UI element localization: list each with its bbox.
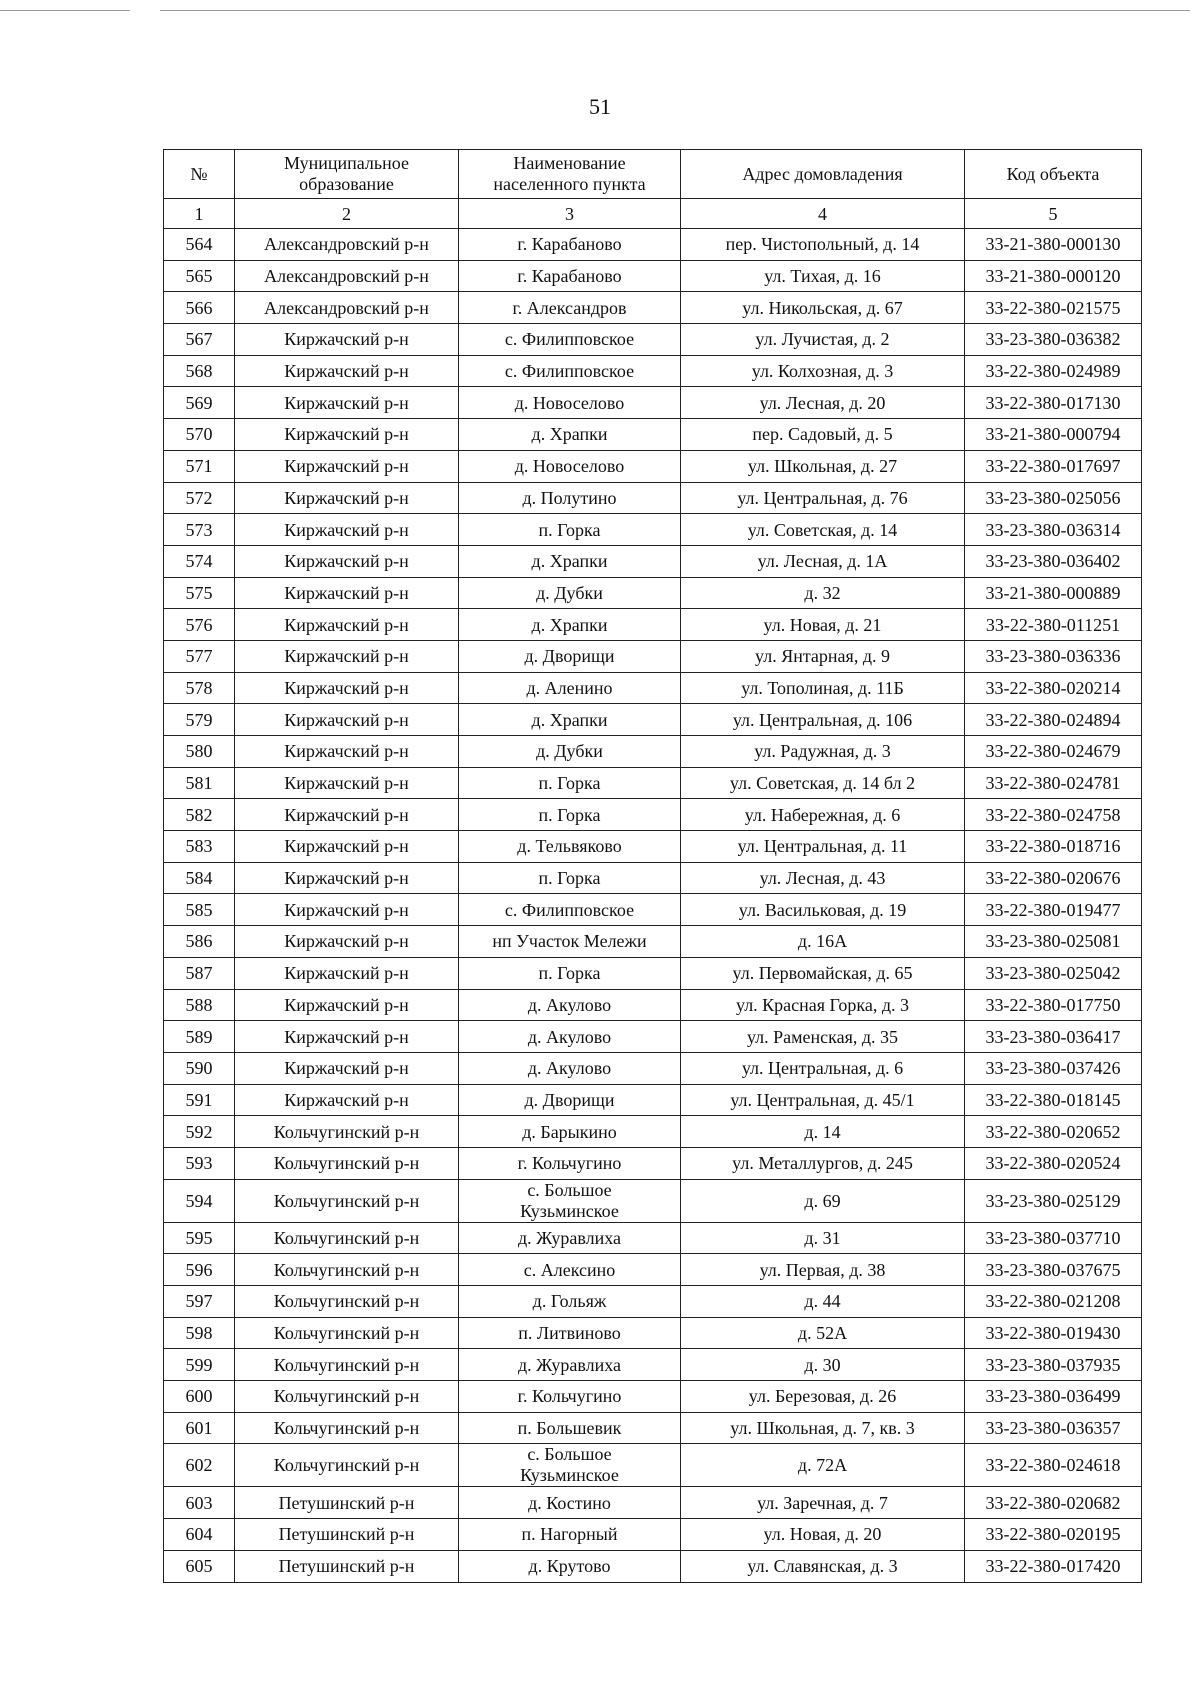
header-municipality-line: Муниципальное: [284, 153, 409, 173]
cell-settlement: д. Акулово: [459, 989, 681, 1021]
cell-settlement: п. Горка: [459, 957, 681, 989]
cell-object-code: 33-22-380-020195: [965, 1519, 1142, 1551]
cell-number: 575: [164, 577, 235, 609]
table-row: [164, 545, 1142, 577]
cell-municipality: Кольчугинский р-н: [235, 1412, 459, 1444]
cell-settlement-line: Кузьминское: [520, 1200, 619, 1221]
cell-address: ул. Раменская, д. 35: [681, 1021, 965, 1053]
table-row: [164, 767, 1142, 799]
cell-settlement: с. Филипповское: [459, 355, 681, 387]
cell-number: 603: [164, 1487, 235, 1519]
cell-settlement: г. Карабаново: [459, 229, 681, 261]
cell-municipality: Киржачский р-н: [235, 482, 459, 514]
cell-settlement: д. Гольяж: [459, 1286, 681, 1318]
cell-settlement: д. Барыкино: [459, 1116, 681, 1148]
table-row: [164, 704, 1142, 736]
cell-number: 591: [164, 1084, 235, 1116]
cell-object-code: 33-22-380-017750: [965, 989, 1142, 1021]
scan-edge-line: [0, 10, 130, 11]
cell-number: 583: [164, 831, 235, 863]
cell-municipality: Киржачский р-н: [235, 1021, 459, 1053]
cell-object-code: 33-22-380-020652: [965, 1116, 1142, 1148]
cell-object-code: 33-22-380-024679: [965, 736, 1142, 768]
cell-municipality: Киржачский р-н: [235, 1052, 459, 1084]
column-number-object-code: 5: [965, 199, 1142, 229]
cell-settlement-line: Кузьминское: [520, 1465, 619, 1486]
cell-address: ул. Центральная, д. 45/1: [681, 1084, 965, 1116]
table-row: [164, 1147, 1142, 1179]
cell-address: ул. Красная Горка, д. 3: [681, 989, 965, 1021]
cell-settlement: г. Кольчугино: [459, 1147, 681, 1179]
page-number: 51: [589, 94, 611, 119]
cell-settlement: д. Журавлиха: [459, 1222, 681, 1254]
cell-number: 585: [164, 894, 235, 926]
cell-address: ул. Школьная, д. 27: [681, 450, 965, 482]
cell-settlement: [459, 1179, 681, 1222]
cell-municipality: Кольчугинский р-н: [235, 1381, 459, 1413]
cell-number: 578: [164, 672, 235, 704]
cell-object-code: 33-22-380-024618: [965, 1444, 1142, 1487]
cell-number: 590: [164, 1052, 235, 1084]
cell-settlement: с. Филипповское: [459, 324, 681, 356]
cell-address: ул. Лучистая, д. 2: [681, 324, 965, 356]
cell-object-code: 33-22-380-019430: [965, 1317, 1142, 1349]
cell-number: 599: [164, 1349, 235, 1381]
cell-address: д. 30: [681, 1349, 965, 1381]
cell-object-code: 33-22-380-024989: [965, 355, 1142, 387]
column-number-number: 1: [164, 199, 235, 229]
cell-address: ул. Лесная, д. 43: [681, 862, 965, 894]
cell-municipality: Киржачский р-н: [235, 514, 459, 546]
cell-address: ул. Васильковая, д. 19: [681, 894, 965, 926]
cell-municipality: Александровский р-н: [235, 260, 459, 292]
cell-number: 564: [164, 229, 235, 261]
cell-address: д. 16А: [681, 926, 965, 958]
cell-settlement: д. Дворищи: [459, 640, 681, 672]
cell-address: ул. Первомайская, д. 65: [681, 957, 965, 989]
cell-settlement: д. Храпки: [459, 704, 681, 736]
cell-municipality: Киржачский р-н: [235, 387, 459, 419]
cell-object-code: 33-21-380-000120: [965, 260, 1142, 292]
table-row: [164, 926, 1142, 958]
cell-address: д. 32: [681, 577, 965, 609]
cell-address: ул. Радужная, д. 3: [681, 736, 965, 768]
cell-settlement: д. Новоселово: [459, 450, 681, 482]
header-number: [164, 150, 235, 199]
cell-object-code: 33-23-380-036382: [965, 324, 1142, 356]
cell-settlement: д. Новоселово: [459, 387, 681, 419]
header-municipality: [235, 150, 459, 199]
cell-number: 572: [164, 482, 235, 514]
cell-number: 577: [164, 640, 235, 672]
table-row: [164, 1222, 1142, 1254]
header-settlement: [459, 150, 681, 199]
cell-number: 569: [164, 387, 235, 419]
cell-number: 584: [164, 862, 235, 894]
cell-object-code: 33-23-380-036417: [965, 1021, 1142, 1053]
cell-municipality: Киржачский р-н: [235, 672, 459, 704]
cell-object-code: 33-22-380-018145: [965, 1084, 1142, 1116]
cell-municipality: Киржачский р-н: [235, 926, 459, 958]
cell-address: д. 69: [681, 1179, 965, 1222]
cell-settlement: п. Горка: [459, 799, 681, 831]
cell-address: ул. Никольская, д. 67: [681, 292, 965, 324]
cell-object-code: 33-22-380-018716: [965, 831, 1142, 863]
cell-number: 576: [164, 609, 235, 641]
cell-object-code: 33-22-380-011251: [965, 609, 1142, 641]
cell-settlement: д. Полутино: [459, 482, 681, 514]
table-row: [164, 324, 1142, 356]
cell-municipality: Кольчугинский р-н: [235, 1179, 459, 1222]
table-row: [164, 577, 1142, 609]
table-row: [164, 1116, 1142, 1148]
cell-address: ул. Первая, д. 38: [681, 1254, 965, 1286]
cell-number: 588: [164, 989, 235, 1021]
table-row: [164, 1084, 1142, 1116]
cell-object-code: 33-22-380-020676: [965, 862, 1142, 894]
cell-number: 567: [164, 324, 235, 356]
cell-municipality: Кольчугинский р-н: [235, 1147, 459, 1179]
cell-address: ул. Советская, д. 14 бл 2: [681, 767, 965, 799]
column-number-settlement: 3: [459, 199, 681, 229]
cell-municipality: Киржачский р-н: [235, 767, 459, 799]
cell-number: 565: [164, 260, 235, 292]
cell-address: д. 14: [681, 1116, 965, 1148]
cell-municipality: Киржачский р-н: [235, 640, 459, 672]
cell-settlement: п. Горка: [459, 862, 681, 894]
table-row: [164, 514, 1142, 546]
cell-municipality: Киржачский р-н: [235, 419, 459, 451]
cell-object-code: 33-23-380-025056: [965, 482, 1142, 514]
table-row: [164, 1349, 1142, 1381]
cell-object-code: 33-22-380-017420: [965, 1550, 1142, 1582]
cell-municipality: Кольчугинский р-н: [235, 1349, 459, 1381]
cell-address: ул. Центральная, д. 106: [681, 704, 965, 736]
cell-object-code: 33-23-380-036336: [965, 640, 1142, 672]
cell-address: пер. Садовый, д. 5: [681, 419, 965, 451]
cell-municipality: Киржачский р-н: [235, 1084, 459, 1116]
cell-address: д. 72А: [681, 1444, 965, 1487]
header-settlement-line: Наименование: [513, 153, 626, 173]
cell-municipality: Киржачский р-н: [235, 450, 459, 482]
cell-settlement: с. Филипповское: [459, 894, 681, 926]
cell-number: 600: [164, 1381, 235, 1413]
cell-object-code: 33-23-380-036357: [965, 1412, 1142, 1444]
table-row: [164, 355, 1142, 387]
cell-municipality: Кольчугинский р-н: [235, 1222, 459, 1254]
cell-object-code: 33-22-380-021208: [965, 1286, 1142, 1318]
cell-object-code: 33-22-380-019477: [965, 894, 1142, 926]
table-row: [164, 387, 1142, 419]
table-row: [164, 831, 1142, 863]
table-row: [164, 1381, 1142, 1413]
cell-settlement: нп Участок Мележи: [459, 926, 681, 958]
cell-municipality: Киржачский р-н: [235, 799, 459, 831]
cell-settlement: г. Александров: [459, 292, 681, 324]
table-row: [164, 640, 1142, 672]
table-row: [164, 799, 1142, 831]
cell-number: 580: [164, 736, 235, 768]
cell-address: ул. Янтарная, д. 9: [681, 640, 965, 672]
cell-address: ул. Советская, д. 14: [681, 514, 965, 546]
cell-municipality: Кольчугинский р-н: [235, 1317, 459, 1349]
cell-object-code: 33-23-380-037426: [965, 1052, 1142, 1084]
cell-municipality: Киржачский р-н: [235, 324, 459, 356]
cell-municipality: Петушинский р-н: [235, 1487, 459, 1519]
cell-number: 571: [164, 450, 235, 482]
cell-number: 582: [164, 799, 235, 831]
cell-municipality: Киржачский р-н: [235, 989, 459, 1021]
header-row: [164, 150, 1142, 199]
cell-settlement: д. Дубки: [459, 577, 681, 609]
cell-municipality: Александровский р-н: [235, 229, 459, 261]
table-row: [164, 1052, 1142, 1084]
column-number-row: [164, 199, 1142, 229]
cell-municipality: Киржачский р-н: [235, 736, 459, 768]
cell-municipality: Кольчугинский р-н: [235, 1444, 459, 1487]
cell-object-code: 33-22-380-020524: [965, 1147, 1142, 1179]
cell-address: ул. Центральная, д. 6: [681, 1052, 965, 1084]
cell-settlement: д. Тельвяково: [459, 831, 681, 863]
cell-object-code: 33-23-380-036402: [965, 545, 1142, 577]
cell-object-code: 33-22-380-024781: [965, 767, 1142, 799]
cell-municipality: Александровский р-н: [235, 292, 459, 324]
cell-address: ул. Тополиная, д. 11Б: [681, 672, 965, 704]
cell-address: ул. Новая, д. 21: [681, 609, 965, 641]
cell-object-code: 33-22-380-017697: [965, 450, 1142, 482]
table-row: [164, 736, 1142, 768]
cell-municipality: Киржачский р-н: [235, 957, 459, 989]
header-settlement-line: населенного пункта: [493, 174, 646, 194]
table-row: [164, 1444, 1142, 1487]
cell-address: ул. Славянская, д. 3: [681, 1550, 965, 1582]
cell-settlement: п. Нагорный: [459, 1519, 681, 1551]
cell-municipality: Киржачский р-н: [235, 355, 459, 387]
cell-object-code: 33-22-380-024758: [965, 799, 1142, 831]
cell-object-code: 33-23-380-025081: [965, 926, 1142, 958]
table-row: [164, 1487, 1142, 1519]
cell-municipality: Киржачский р-н: [235, 577, 459, 609]
cell-number: 579: [164, 704, 235, 736]
cell-settlement: д. Дубки: [459, 736, 681, 768]
table-row: [164, 957, 1142, 989]
cell-number: 598: [164, 1317, 235, 1349]
cell-address: ул. Лесная, д. 20: [681, 387, 965, 419]
cell-settlement: п. Горка: [459, 514, 681, 546]
cell-municipality: Петушинский р-н: [235, 1519, 459, 1551]
cell-settlement: п. Большевик: [459, 1412, 681, 1444]
cell-address: д. 31: [681, 1222, 965, 1254]
cell-address: д. 44: [681, 1286, 965, 1318]
cell-settlement: д. Крутово: [459, 1550, 681, 1582]
cell-municipality: Петушинский р-н: [235, 1550, 459, 1582]
cell-object-code: 33-21-380-000889: [965, 577, 1142, 609]
cell-settlement: с. Алексино: [459, 1254, 681, 1286]
cell-municipality: Киржачский р-н: [235, 545, 459, 577]
cell-municipality: Киржачский р-н: [235, 831, 459, 863]
cell-number: 566: [164, 292, 235, 324]
header-number-line: №: [190, 163, 208, 184]
cell-object-code: 33-23-380-025129: [965, 1179, 1142, 1222]
cell-object-code: 33-23-380-036499: [965, 1381, 1142, 1413]
table-row: [164, 1286, 1142, 1318]
cell-number: 602: [164, 1444, 235, 1487]
table-row: [164, 450, 1142, 482]
table-row: [164, 1317, 1142, 1349]
table-row: [164, 1519, 1142, 1551]
table-row: [164, 1412, 1142, 1444]
header-address-line: Адрес домовладения: [742, 163, 903, 184]
cell-settlement: д. Акулово: [459, 1052, 681, 1084]
cell-settlement: д. Храпки: [459, 609, 681, 641]
cell-number: 601: [164, 1412, 235, 1444]
cell-address: ул. Березовая, д. 26: [681, 1381, 965, 1413]
header-object-code-line: Код объекта: [1006, 163, 1100, 184]
cell-object-code: 33-22-380-020214: [965, 672, 1142, 704]
cell-municipality: Кольчугинский р-н: [235, 1254, 459, 1286]
cell-address: пер. Чистопольный, д. 14: [681, 229, 965, 261]
cell-address: ул. Колхозная, д. 3: [681, 355, 965, 387]
cell-number: 581: [164, 767, 235, 799]
cell-object-code: 33-23-380-036314: [965, 514, 1142, 546]
cell-address: ул. Лесная, д. 1А: [681, 545, 965, 577]
table-row: [164, 672, 1142, 704]
cell-settlement-line: с. Большое: [527, 1444, 612, 1465]
table-row: [164, 419, 1142, 451]
table-row: [164, 894, 1142, 926]
cell-settlement: п. Горка: [459, 767, 681, 799]
cell-address: ул. Тихая, д. 16: [681, 260, 965, 292]
cell-address: ул. Центральная, д. 76: [681, 482, 965, 514]
cell-number: 594: [164, 1179, 235, 1222]
table-row: [164, 482, 1142, 514]
registry-table: [163, 149, 1142, 1583]
cell-number: 595: [164, 1222, 235, 1254]
cell-number: 592: [164, 1116, 235, 1148]
cell-number: 586: [164, 926, 235, 958]
cell-object-code: 33-22-380-017130: [965, 387, 1142, 419]
table-row: [164, 1254, 1142, 1286]
cell-municipality: Киржачский р-н: [235, 862, 459, 894]
table-row: [164, 862, 1142, 894]
cell-settlement: д. Костино: [459, 1487, 681, 1519]
cell-settlement: д. Храпки: [459, 545, 681, 577]
cell-settlement: [459, 1444, 681, 1487]
cell-object-code: 33-23-380-037710: [965, 1222, 1142, 1254]
cell-object-code: 33-23-380-037935: [965, 1349, 1142, 1381]
cell-number: 596: [164, 1254, 235, 1286]
cell-number: 574: [164, 545, 235, 577]
cell-object-code: 33-22-380-024894: [965, 704, 1142, 736]
cell-municipality: Киржачский р-н: [235, 609, 459, 641]
cell-number: 597: [164, 1286, 235, 1318]
table-row: [164, 989, 1142, 1021]
cell-municipality: Кольчугинский р-н: [235, 1286, 459, 1318]
cell-settlement: г. Кольчугино: [459, 1381, 681, 1413]
cell-municipality: Киржачский р-н: [235, 704, 459, 736]
cell-settlement: д. Аленино: [459, 672, 681, 704]
cell-settlement-line: с. Большое: [527, 1179, 612, 1200]
cell-object-code: 33-21-380-000794: [965, 419, 1142, 451]
cell-municipality: Киржачский р-н: [235, 894, 459, 926]
cell-address: ул. Металлургов, д. 245: [681, 1147, 965, 1179]
cell-object-code: 33-23-380-025042: [965, 957, 1142, 989]
cell-address: д. 52А: [681, 1317, 965, 1349]
cell-number: 570: [164, 419, 235, 451]
table-body: [164, 229, 1142, 1583]
table-row: [164, 260, 1142, 292]
cell-number: 568: [164, 355, 235, 387]
cell-settlement: д. Акулово: [459, 1021, 681, 1053]
cell-address: ул. Школьная, д. 7, кв. 3: [681, 1412, 965, 1444]
column-number-municipality: 2: [235, 199, 459, 229]
cell-object-code: 33-21-380-000130: [965, 229, 1142, 261]
table-row: [164, 1021, 1142, 1053]
cell-settlement: п. Литвиново: [459, 1317, 681, 1349]
table-row: [164, 229, 1142, 261]
header-municipality-line: образование: [299, 174, 394, 194]
cell-object-code: 33-22-380-021575: [965, 292, 1142, 324]
cell-settlement: д. Храпки: [459, 419, 681, 451]
cell-number: 587: [164, 957, 235, 989]
cell-settlement: д. Журавлиха: [459, 1349, 681, 1381]
table-row: [164, 1179, 1142, 1222]
cell-address: ул. Центральная, д. 11: [681, 831, 965, 863]
cell-number: 589: [164, 1021, 235, 1053]
cell-address: ул. Заречная, д. 7: [681, 1487, 965, 1519]
cell-address: ул. Набережная, д. 6: [681, 799, 965, 831]
cell-object-code: 33-23-380-037675: [965, 1254, 1142, 1286]
table-row: [164, 609, 1142, 641]
header-address: [681, 150, 965, 199]
column-number-address: 4: [681, 199, 965, 229]
cell-number: 604: [164, 1519, 235, 1551]
cell-settlement: г. Карабаново: [459, 260, 681, 292]
cell-number: 573: [164, 514, 235, 546]
table-row: [164, 292, 1142, 324]
cell-address: ул. Новая, д. 20: [681, 1519, 965, 1551]
cell-number: 593: [164, 1147, 235, 1179]
cell-municipality: Кольчугинский р-н: [235, 1116, 459, 1148]
cell-number: 605: [164, 1550, 235, 1582]
header-object-code: [965, 150, 1142, 199]
cell-object-code: 33-22-380-020682: [965, 1487, 1142, 1519]
scan-edge-line: [160, 10, 1190, 11]
cell-settlement: д. Дворищи: [459, 1084, 681, 1116]
table-row: [164, 1550, 1142, 1582]
